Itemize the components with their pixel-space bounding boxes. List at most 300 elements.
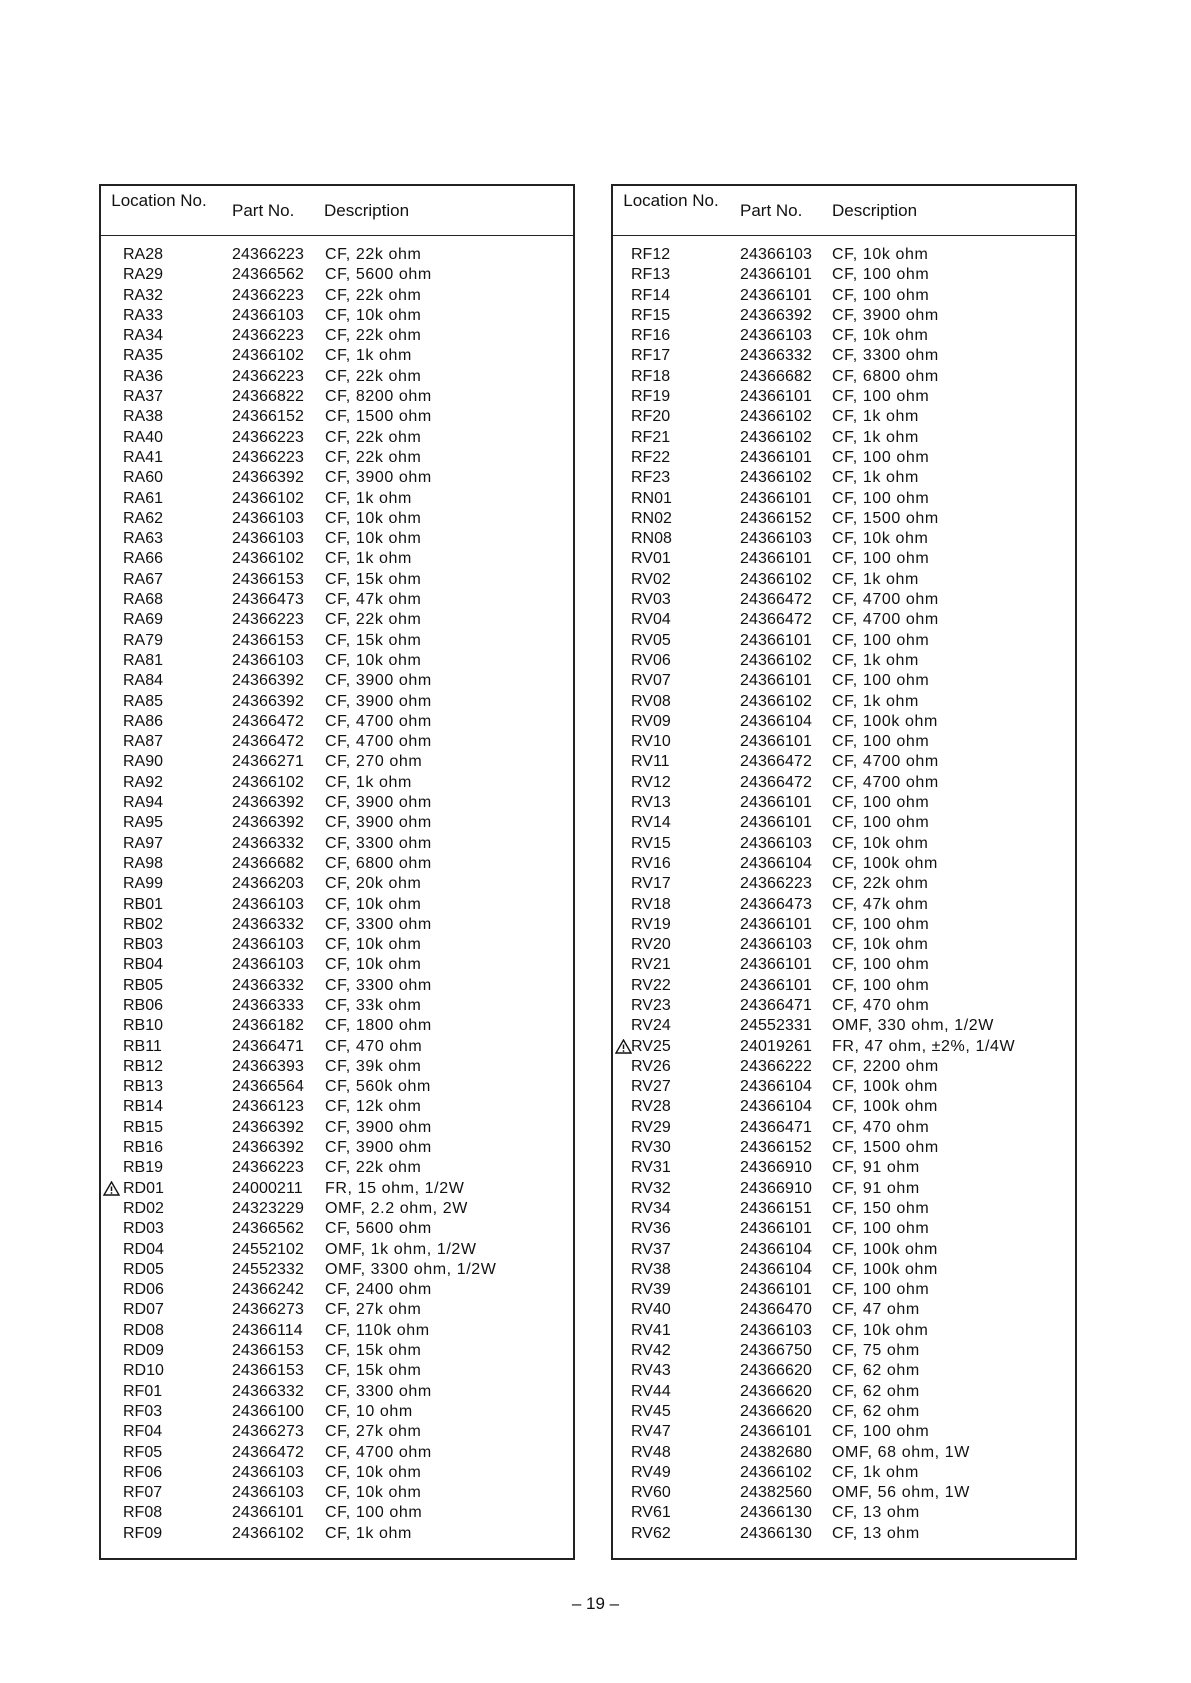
table-row [613, 245, 1075, 265]
table-row [613, 1077, 1075, 1097]
part-number-cell: 24366100 [232, 1402, 304, 1420]
description-cell: CF, 22k ohm [325, 327, 422, 345]
table-row [613, 752, 1075, 772]
part-number-cell: 24552331 [740, 1017, 812, 1035]
location-cell: RV12 [631, 773, 671, 791]
part-number-cell: 24366102 [740, 692, 812, 710]
location-cell: RD09 [123, 1342, 164, 1360]
table-row [613, 509, 1075, 529]
table-row [101, 1422, 573, 1442]
location-cell: RA90 [123, 753, 164, 771]
description-cell: OMF, 1k ohm, 1/2W [325, 1240, 477, 1258]
part-number-cell: 24366153 [232, 1342, 304, 1360]
table-row [613, 1260, 1075, 1280]
location-cell: RA34 [123, 327, 164, 345]
description-cell: CF, 6800 ohm [832, 367, 939, 385]
part-number-cell: 24366392 [740, 306, 812, 324]
part-number-cell: 24366101 [740, 814, 812, 832]
description-cell: CF, 10k ohm [325, 1463, 422, 1481]
location-cell: RA29 [123, 266, 164, 284]
location-cell: RF12 [631, 246, 671, 263]
description-cell: CF, 22k ohm [325, 367, 422, 385]
description-cell: CF, 5600 ohm [325, 266, 432, 284]
part-number-cell: 24366223 [232, 428, 304, 446]
part-number-cell: 24366152 [232, 408, 304, 426]
location-cell: RA94 [123, 794, 164, 812]
part-number-cell: 24366103 [232, 1484, 304, 1502]
part-number-cell: 24366392 [232, 1139, 304, 1157]
part-number-cell: 24366472 [232, 712, 304, 730]
table-row [101, 874, 573, 894]
description-cell: CF, 100k ohm [832, 712, 938, 730]
description-cell: FR, 15 ohm, 1/2W [325, 1179, 465, 1197]
description-cell: CF, 150 ohm [832, 1199, 930, 1217]
part-number-cell: 24366102 [232, 550, 304, 568]
location-cell: RV16 [631, 854, 671, 872]
table-row [613, 286, 1075, 306]
table-row [613, 813, 1075, 833]
table-row [613, 1199, 1075, 1219]
table-row [613, 692, 1075, 712]
location-cell: RV42 [631, 1342, 671, 1360]
description-cell: CF, 47k ohm [325, 591, 422, 609]
part-number-cell: 24366103 [232, 651, 304, 669]
location-cell: RV30 [631, 1139, 671, 1157]
header-description: Description [324, 201, 410, 220]
part-number-cell: 24366104 [740, 1078, 812, 1096]
part-number-cell: 24366273 [232, 1423, 304, 1441]
description-cell: CF, 91 ohm [832, 1159, 920, 1177]
location-cell: RF01 [123, 1382, 163, 1400]
description-cell: CF, 470 ohm [832, 996, 930, 1014]
part-number-cell: 24366472 [740, 773, 812, 791]
description-cell: CF, 10k ohm [325, 306, 422, 324]
description-cell: CF, 4700 ohm [325, 1443, 432, 1461]
location-cell: RF19 [631, 388, 671, 406]
part-number-cell: 24366392 [232, 692, 304, 710]
description-cell: OMF, 3300 ohm, 1/2W [325, 1260, 497, 1278]
description-cell: CF, 560k ohm [325, 1078, 431, 1096]
description-cell: OMF, 68 ohm, 1W [832, 1443, 970, 1461]
table-row [613, 671, 1075, 691]
location-cell: RV20 [631, 936, 671, 954]
table-row [101, 1138, 573, 1158]
table-row [101, 773, 573, 793]
description-cell: CF, 1k ohm [832, 428, 919, 446]
description-cell: CF, 22k ohm [325, 246, 422, 263]
parts-table-right [611, 184, 1077, 1560]
description-cell: CF, 22k ohm [832, 875, 929, 893]
description-cell: CF, 1k ohm [832, 408, 919, 426]
description-cell: CF, 100 ohm [832, 794, 930, 812]
location-cell: RA97 [123, 834, 164, 852]
table-row [613, 1138, 1075, 1158]
location-cell: RA60 [123, 469, 164, 487]
description-cell: CF, 10k ohm [832, 530, 929, 548]
description-cell: CF, 3900 ohm [325, 814, 432, 832]
table-row [613, 448, 1075, 468]
description-cell: CF, 10k ohm [325, 1484, 422, 1502]
part-number-cell: 24366102 [740, 570, 812, 588]
location-cell: RV43 [631, 1362, 671, 1380]
table-row [101, 326, 573, 346]
location-cell: RV29 [631, 1118, 671, 1136]
location-cell: RV01 [631, 550, 671, 568]
description-cell: CF, 22k ohm [325, 428, 422, 446]
location-cell: RV60 [631, 1484, 671, 1502]
description-cell: CF, 47k ohm [832, 895, 929, 913]
part-number-cell: 24366564 [232, 1078, 304, 1096]
part-number-cell: 24366471 [740, 996, 812, 1014]
description-cell: CF, 1k ohm [325, 550, 412, 568]
page-number: – 19 – [571, 1594, 620, 1613]
location-cell: RA37 [123, 388, 164, 406]
location-cell: RD01 [123, 1179, 164, 1197]
description-cell: CF, 20k ohm [325, 875, 422, 893]
table-row [101, 570, 573, 590]
part-number-cell: 24323229 [232, 1199, 304, 1217]
description-cell: CF, 100 ohm [832, 672, 930, 690]
header-location: Location No. [623, 191, 719, 210]
table-row [101, 1341, 573, 1361]
location-cell: RA81 [123, 651, 164, 669]
description-cell: OMF, 330 ohm, 1/2W [832, 1017, 994, 1035]
description-cell: CF, 100 ohm [832, 286, 930, 304]
part-number-cell: 24366103 [232, 1463, 304, 1481]
part-number-cell: 24382680 [740, 1443, 812, 1461]
table-row [101, 854, 573, 874]
location-cell: RV49 [631, 1463, 671, 1481]
description-cell: CF, 1k ohm [832, 469, 919, 487]
description-cell: CF, 10k ohm [832, 246, 929, 263]
description-cell: CF, 10k ohm [832, 936, 929, 954]
part-number-cell: 24366130 [740, 1524, 812, 1542]
location-cell: RA35 [123, 347, 164, 365]
table-row [101, 895, 573, 915]
table-row [101, 1503, 573, 1523]
table-row [613, 387, 1075, 407]
location-cell: RB01 [123, 895, 164, 913]
part-number-cell: 24366182 [232, 1017, 304, 1035]
table-row [101, 1179, 573, 1199]
description-cell: CF, 4700 ohm [325, 712, 432, 730]
part-number-cell: 24366103 [232, 530, 304, 548]
table-row [101, 976, 573, 996]
location-cell: RV39 [631, 1281, 671, 1299]
table-row [613, 631, 1075, 651]
description-cell: CF, 1500 ohm [832, 1139, 939, 1157]
location-cell: RD04 [123, 1240, 164, 1258]
table-row [613, 1219, 1075, 1239]
location-cell: RV11 [631, 753, 670, 771]
location-cell: RV22 [631, 976, 671, 994]
location-cell: RV15 [631, 834, 671, 852]
table-header [613, 186, 1075, 236]
location-cell: RA36 [123, 367, 164, 385]
table-row [613, 489, 1075, 509]
description-cell: CF, 15k ohm [325, 1362, 422, 1380]
description-cell: CF, 1k ohm [325, 489, 412, 507]
location-cell: RV36 [631, 1220, 671, 1238]
part-number-cell: 24366101 [740, 266, 812, 284]
part-number-cell: 24366152 [740, 509, 812, 527]
table-row [101, 1219, 573, 1239]
location-cell: RF18 [631, 367, 671, 385]
part-number-cell: 24366101 [740, 1423, 812, 1441]
location-cell: RF03 [123, 1402, 163, 1420]
table-row [101, 1118, 573, 1138]
table-row [613, 1503, 1075, 1523]
location-cell: RA79 [123, 631, 164, 649]
header-description: Description [832, 201, 918, 220]
location-cell: RA41 [123, 448, 164, 466]
table-row [101, 286, 573, 306]
table-row [101, 651, 573, 671]
location-cell: RA28 [123, 246, 164, 263]
part-number-cell: 24366473 [232, 591, 304, 609]
part-number-cell: 24366130 [740, 1504, 812, 1522]
table-row [613, 996, 1075, 1016]
location-cell: RV48 [631, 1443, 671, 1461]
description-cell: CF, 10k ohm [832, 834, 929, 852]
table-row [613, 529, 1075, 549]
part-number-cell: 24000211 [232, 1179, 303, 1197]
description-cell: CF, 3900 ohm [325, 672, 432, 690]
location-cell: RA62 [123, 509, 164, 527]
description-cell: CF, 110k ohm [325, 1321, 430, 1339]
table-row [101, 1402, 573, 1422]
table-row [101, 996, 573, 1016]
table-row [613, 793, 1075, 813]
description-cell: CF, 100 ohm [832, 388, 930, 406]
part-number-cell: 24366103 [740, 246, 812, 263]
location-cell: RV26 [631, 1057, 671, 1075]
part-number-cell: 24366103 [232, 895, 304, 913]
description-cell: CF, 100 ohm [832, 814, 930, 832]
part-number-cell: 24366102 [740, 408, 812, 426]
table-row [613, 265, 1075, 285]
table-row [613, 590, 1075, 610]
part-number-cell: 24019261 [740, 1037, 812, 1055]
part-number-cell: 24366101 [740, 550, 812, 568]
location-cell: RV19 [631, 915, 671, 933]
description-cell: CF, 3300 ohm [325, 915, 432, 933]
table-row [613, 1361, 1075, 1381]
table-row [613, 1524, 1075, 1544]
description-cell: CF, 91 ohm [832, 1179, 920, 1197]
description-cell: CF, 10k ohm [325, 530, 422, 548]
table-row [101, 468, 573, 488]
location-cell: RV34 [631, 1199, 671, 1217]
table-row [613, 854, 1075, 874]
location-cell: RA86 [123, 712, 164, 730]
table-row [613, 1179, 1075, 1199]
table-row [613, 651, 1075, 671]
description-cell: CF, 100 ohm [832, 631, 930, 649]
location-cell: RB03 [123, 936, 164, 954]
table-row [101, 590, 573, 610]
description-cell: CF, 470 ohm [325, 1037, 423, 1055]
description-cell: CF, 100 ohm [832, 976, 930, 994]
description-cell: CF, 1500 ohm [325, 408, 432, 426]
description-cell: CF, 100 ohm [325, 1504, 423, 1522]
description-cell: CF, 22k ohm [325, 448, 422, 466]
location-cell: RV06 [631, 651, 671, 669]
description-cell: CF, 3300 ohm [325, 834, 432, 852]
table-row [613, 1341, 1075, 1361]
table-row [101, 1260, 573, 1280]
table-row [101, 935, 573, 955]
location-cell: RF15 [631, 306, 671, 324]
table-row [613, 1422, 1075, 1442]
description-cell: CF, 1k ohm [832, 651, 919, 669]
location-cell: RV04 [631, 611, 671, 629]
location-cell: RA92 [123, 773, 164, 791]
description-cell: CF, 4700 ohm [832, 611, 939, 629]
part-number-cell: 24366620 [740, 1382, 812, 1400]
table-row [101, 1240, 573, 1260]
description-cell: CF, 270 ohm [325, 753, 423, 771]
part-number-cell: 24366101 [740, 976, 812, 994]
table-row [613, 1300, 1075, 1320]
location-cell: RF07 [123, 1484, 163, 1502]
description-cell: CF, 3300 ohm [832, 347, 939, 365]
part-number-cell: 24366223 [232, 327, 304, 345]
part-number-cell: 24366223 [232, 286, 304, 304]
description-cell: CF, 10 ohm [325, 1402, 413, 1420]
location-cell: RB11 [123, 1037, 162, 1055]
description-cell: CF, 100 ohm [832, 733, 930, 751]
table-row [613, 874, 1075, 894]
location-cell: RV28 [631, 1098, 671, 1116]
location-cell: RD05 [123, 1260, 164, 1278]
description-cell: CF, 470 ohm [832, 1118, 930, 1136]
part-number-cell: 24366471 [740, 1118, 812, 1136]
description-cell: CF, 100k ohm [832, 1260, 938, 1278]
table-row [101, 265, 573, 285]
table-row [613, 1402, 1075, 1422]
part-number-cell: 24366682 [740, 367, 812, 385]
table-row [613, 1443, 1075, 1463]
location-cell: RB04 [123, 956, 164, 974]
part-number-cell: 24366102 [232, 1524, 304, 1542]
table-row [101, 671, 573, 691]
part-number-cell: 24366101 [232, 1504, 304, 1522]
location-cell: RV45 [631, 1402, 671, 1420]
part-number-cell: 24366101 [740, 448, 812, 466]
location-cell: RB13 [123, 1078, 164, 1096]
table-row [101, 793, 573, 813]
description-cell: CF, 3300 ohm [325, 1382, 432, 1400]
table-row [101, 1016, 573, 1036]
part-number-cell: 24366152 [740, 1139, 812, 1157]
location-cell: RA69 [123, 611, 164, 629]
header-location: Location No. [111, 191, 207, 210]
part-number-cell: 24366392 [232, 672, 304, 690]
table-row [101, 692, 573, 712]
table-row [613, 1240, 1075, 1260]
part-number-cell: 24366392 [232, 814, 304, 832]
description-cell: CF, 1k ohm [325, 347, 412, 365]
description-cell: CF, 27k ohm [325, 1423, 422, 1441]
description-cell: CF, 3300 ohm [325, 976, 432, 994]
description-cell: CF, 62 ohm [832, 1382, 920, 1400]
part-number-cell: 24366223 [740, 875, 812, 893]
description-cell: CF, 1k ohm [832, 570, 919, 588]
table-row [101, 1037, 573, 1057]
part-number-cell: 24366562 [232, 1220, 304, 1238]
description-cell: CF, 3900 ohm [325, 1118, 432, 1136]
part-number-cell: 24366103 [740, 530, 812, 548]
location-cell: RB02 [123, 915, 164, 933]
table-row [101, 915, 573, 935]
part-number-cell: 24366242 [232, 1281, 304, 1299]
table-row [613, 570, 1075, 590]
part-number-cell: 24366104 [740, 1260, 812, 1278]
location-cell: RV03 [631, 591, 671, 609]
table-row [101, 610, 573, 630]
part-number-cell: 24366102 [232, 489, 304, 507]
table-row [613, 1321, 1075, 1341]
description-cell: CF, 4700 ohm [325, 733, 432, 751]
location-cell: RV41 [631, 1321, 671, 1339]
part-number-cell: 24366101 [740, 915, 812, 933]
description-cell: CF, 62 ohm [832, 1402, 920, 1420]
location-cell: RB12 [123, 1057, 164, 1075]
location-cell: RD06 [123, 1281, 164, 1299]
part-number-cell: 24366332 [232, 915, 304, 933]
table-row [613, 1016, 1075, 1036]
description-cell: CF, 15k ohm [325, 631, 422, 649]
table-row [101, 1443, 573, 1463]
location-cell: RV61 [631, 1504, 671, 1522]
description-cell: OMF, 56 ohm, 1W [832, 1484, 970, 1502]
table-row [613, 935, 1075, 955]
part-number-cell: 24366101 [740, 286, 812, 304]
location-cell: RA95 [123, 814, 164, 832]
part-number-cell: 24366620 [740, 1362, 812, 1380]
location-cell: RF04 [123, 1423, 163, 1441]
table-row [101, 1199, 573, 1219]
location-cell: RV21 [631, 956, 671, 974]
table-row [613, 468, 1075, 488]
location-cell: RV08 [631, 692, 671, 710]
description-cell: CF, 10k ohm [325, 895, 422, 913]
part-number-cell: 24366101 [740, 388, 812, 406]
description-cell: CF, 100 ohm [832, 915, 930, 933]
description-cell: CF, 4700 ohm [832, 753, 939, 771]
description-cell: CF, 15k ohm [325, 1342, 422, 1360]
table-row [101, 1300, 573, 1320]
table-row [101, 549, 573, 569]
location-cell: RB15 [123, 1118, 164, 1136]
location-cell: RF06 [123, 1463, 163, 1481]
part-number-cell: 24366473 [740, 895, 812, 913]
table-row [101, 1321, 573, 1341]
part-number-cell: 24366102 [740, 1463, 812, 1481]
table-row [613, 326, 1075, 346]
part-number-cell: 24366102 [740, 651, 812, 669]
description-cell: CF, 10k ohm [325, 956, 422, 974]
part-number-cell: 24366223 [232, 367, 304, 385]
description-cell: CF, 100 ohm [832, 550, 930, 568]
table-row [101, 1077, 573, 1097]
description-cell: CF, 3900 ohm [832, 306, 939, 324]
part-number-cell: 24366332 [232, 1382, 304, 1400]
location-cell: RV37 [631, 1240, 671, 1258]
part-number-cell: 24366101 [740, 1220, 812, 1238]
part-number-cell: 24366271 [232, 753, 304, 771]
